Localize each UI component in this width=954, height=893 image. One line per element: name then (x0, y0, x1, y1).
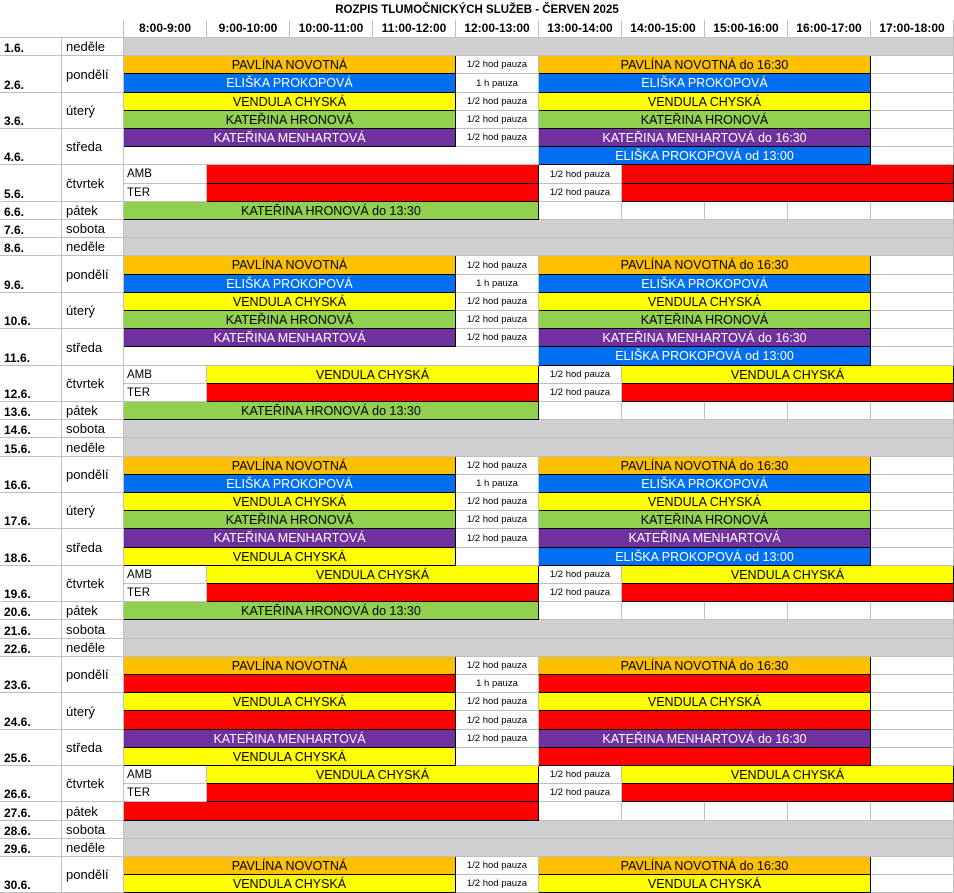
shift-bar: KATEŘINA MENHARTOVÁ do 16:30 (539, 730, 871, 748)
pause-cell: 1/2 hod pauza (539, 766, 622, 784)
shift-bar: ELIŠKA PROKOPOVÁ (539, 475, 871, 493)
day-name-cell: pátek (62, 802, 124, 821)
pause-cell: 1/2 hod pauza (456, 511, 539, 529)
shift-bar: KATEŘINA MENHARTOVÁ (124, 129, 456, 147)
sub-label-cell: AMB (124, 165, 207, 184)
empty-cell (871, 857, 954, 875)
day-name-cell: úterý (62, 93, 124, 129)
pause-cell: 1/2 hod pauza (456, 657, 539, 675)
shift-bar: VENDULA CHYSKÁ (539, 875, 871, 893)
date-cell: 8.6. (0, 238, 62, 256)
day-name-cell: středa (62, 529, 124, 566)
day-name-cell: neděle (62, 238, 124, 256)
blocked-bar (124, 675, 456, 693)
shift-bar: ELIŠKA PROKOPOVÁ od 13:00 (539, 347, 871, 366)
day-name-cell: pondělí (62, 256, 124, 293)
pause-cell: 1/2 hod pauza (456, 329, 539, 347)
empty-cell (871, 748, 954, 766)
date-cell: 27.6. (0, 802, 62, 821)
day-name-cell: sobota (62, 420, 124, 438)
hour-header: 13:00-14:00 (539, 20, 622, 38)
page-title: ROZPIS TLUMOČNICKÝCH SLUŽEB - ČERVEN 2025 (335, 4, 619, 16)
day-name-cell: pondělí (62, 657, 124, 693)
empty-cell (871, 675, 954, 693)
empty-cell (871, 111, 954, 129)
date-cell: 6.6. (0, 202, 62, 220)
empty-cell (622, 602, 705, 620)
day-name-cell: čtvrtek (62, 366, 124, 402)
empty-cell (871, 129, 954, 147)
date-cell: 16.6. (0, 457, 62, 493)
date-cell: 1.6. (0, 38, 62, 56)
empty-cell (871, 256, 954, 275)
blocked-bar (622, 165, 954, 184)
date-cell: 2.6. (0, 56, 62, 93)
empty-cell (871, 311, 954, 329)
pause-cell: 1 h pauza (456, 475, 539, 493)
shift-bar: VENDULA CHYSKÁ (539, 93, 871, 111)
weekend-band (124, 420, 954, 438)
weekend-band (124, 220, 954, 238)
date-cell: 30.6. (0, 857, 62, 893)
blocked-bar (539, 711, 871, 730)
day-name-cell: středa (62, 329, 124, 366)
blocked-bar (622, 384, 954, 402)
day-name-cell: neděle (62, 438, 124, 457)
empty-cell (788, 802, 871, 821)
pause-cell: 1/2 hod pauza (456, 875, 539, 893)
empty-cell (871, 74, 954, 93)
pause-cell: 1/2 hod pauza (456, 693, 539, 711)
empty-cell (871, 529, 954, 548)
blocked-bar (207, 165, 539, 184)
empty-cell (871, 693, 954, 711)
shift-bar: VENDULA CHYSKÁ (124, 748, 456, 766)
empty-cell (539, 602, 622, 620)
weekend-band (124, 839, 954, 857)
empty-cell (871, 875, 954, 893)
empty-cell (871, 402, 954, 420)
hour-header: 16:00-17:00 (788, 20, 871, 38)
shift-bar: ELIŠKA PROKOPOVÁ (539, 275, 871, 293)
empty-cell (539, 202, 622, 220)
weekend-band (124, 821, 954, 839)
day-name-cell: neděle (62, 839, 124, 857)
empty-cell (871, 802, 954, 821)
empty-cell (705, 202, 788, 220)
day-name-cell: pátek (62, 402, 124, 420)
date-cell: 29.6. (0, 839, 62, 857)
date-cell: 7.6. (0, 220, 62, 238)
shift-bar: ELIŠKA PROKOPOVÁ (539, 74, 871, 93)
empty-cell (622, 402, 705, 420)
pause-cell: 1/2 hod pauza (539, 566, 622, 584)
sub-label-cell: AMB (124, 766, 207, 784)
day-name-cell: čtvrtek (62, 766, 124, 802)
blocked-bar (539, 748, 871, 766)
empty-cell (871, 202, 954, 220)
shift-bar: ELIŠKA PROKOPOVÁ (124, 275, 456, 293)
date-cell: 18.6. (0, 529, 62, 566)
empty-cell (622, 802, 705, 821)
shift-bar: KATEŘINA MENHARTOVÁ (539, 529, 871, 548)
empty-cell (705, 602, 788, 620)
pause-cell: 1/2 hod pauza (456, 730, 539, 748)
header-corner (0, 20, 124, 38)
date-cell: 4.6. (0, 129, 62, 165)
shift-bar: VENDULA CHYSKÁ (124, 93, 456, 111)
day-name-cell: pátek (62, 202, 124, 220)
day-name-cell: středa (62, 730, 124, 766)
shift-bar: ELIŠKA PROKOPOVÁ od 13:00 (539, 147, 871, 165)
date-cell: 20.6. (0, 602, 62, 620)
day-name-cell: úterý (62, 493, 124, 529)
shift-bar: VENDULA CHYSKÁ (207, 566, 539, 584)
shift-bar: VENDULA CHYSKÁ (622, 366, 954, 384)
empty-cell (871, 457, 954, 475)
weekend-band (124, 639, 954, 657)
shift-bar: VENDULA CHYSKÁ (124, 548, 456, 566)
blocked-bar (124, 347, 539, 366)
date-cell: 9.6. (0, 256, 62, 293)
empty-cell (871, 347, 954, 366)
date-cell: 23.6. (0, 657, 62, 693)
weekend-band (124, 438, 954, 457)
blocked-bar (207, 184, 539, 202)
empty-cell (539, 402, 622, 420)
day-name-cell: úterý (62, 693, 124, 730)
shift-bar: PAVLÍNA NOVOTNÁ do 16:30 (539, 56, 871, 74)
shift-bar: VENDULA CHYSKÁ (124, 693, 456, 711)
hour-header: 17:00-18:00 (871, 20, 954, 38)
empty-cell (788, 402, 871, 420)
pause-cell: 1 h pauza (456, 275, 539, 293)
empty-cell (871, 93, 954, 111)
empty-cell (871, 329, 954, 347)
weekend-band (124, 620, 954, 639)
empty-cell (788, 202, 871, 220)
pause-cell: 1/2 hod pauza (456, 111, 539, 129)
shift-bar: VENDULA CHYSKÁ (539, 293, 871, 311)
date-cell: 28.6. (0, 821, 62, 839)
empty-cell (871, 275, 954, 293)
pause-cell: 1/2 hod pauza (456, 857, 539, 875)
shift-bar: VENDULA CHYSKÁ (207, 366, 539, 384)
shift-bar: ELIŠKA PROKOPOVÁ (124, 475, 456, 493)
shift-bar: PAVLÍNA NOVOTNÁ (124, 256, 456, 275)
pause-cell: 1/2 hod pauza (456, 56, 539, 74)
empty-cell (871, 56, 954, 74)
empty-cell (871, 475, 954, 493)
shift-bar: VENDULA CHYSKÁ (539, 693, 871, 711)
blocked-bar (207, 584, 539, 602)
shift-bar: KATEŘINA HRONOVÁ do 13:30 (124, 202, 539, 220)
date-cell: 12.6. (0, 366, 62, 402)
pause-cell: 1/2 hod pauza (539, 165, 622, 184)
blocked-bar (124, 802, 539, 821)
date-cell: 26.6. (0, 766, 62, 802)
pause-cell: 1/2 hod pauza (456, 493, 539, 511)
date-cell: 10.6. (0, 293, 62, 329)
pause-cell: 1/2 hod pauza (539, 784, 622, 802)
day-name-cell: pátek (62, 602, 124, 620)
empty-cell (622, 202, 705, 220)
empty-cell (871, 657, 954, 675)
pause-cell: 1/2 hod pauza (539, 384, 622, 402)
shift-bar: VENDULA CHYSKÁ (124, 875, 456, 893)
shift-bar: PAVLÍNA NOVOTNÁ do 16:30 (539, 657, 871, 675)
sub-label-cell: AMB (124, 366, 207, 384)
date-cell: 21.6. (0, 620, 62, 639)
date-cell: 19.6. (0, 566, 62, 602)
hour-header: 10:00-11:00 (290, 20, 373, 38)
blocked-bar (124, 147, 539, 165)
empty-cell (871, 511, 954, 529)
sub-label-cell: TER (124, 784, 207, 802)
hour-header: 11:00-12:00 (373, 20, 456, 38)
pause-cell: 1/2 hod pauza (539, 584, 622, 602)
date-cell: 15.6. (0, 438, 62, 457)
hour-header: 12:00-13:00 (456, 20, 539, 38)
pause-cell: 1/2 hod pauza (539, 184, 622, 202)
shift-bar: KATEŘINA HRONOVÁ (124, 111, 456, 129)
shift-bar: KATEŘINA HRONOVÁ (124, 511, 456, 529)
shift-bar: VENDULA CHYSKÁ (622, 766, 954, 784)
day-name-cell: pondělí (62, 857, 124, 893)
pause-cell: 1/2 hod pauza (456, 711, 539, 730)
shift-bar: VENDULA CHYSKÁ (124, 493, 456, 511)
shift-bar: PAVLÍNA NOVOTNÁ do 16:30 (539, 256, 871, 275)
hour-header: 9:00-10:00 (207, 20, 290, 38)
date-cell: 22.6. (0, 639, 62, 657)
shift-bar: KATEŘINA HRONOVÁ (539, 111, 871, 129)
hour-header: 8:00-9:00 (124, 20, 207, 38)
shift-bar: ELIŠKA PROKOPOVÁ (124, 74, 456, 93)
shift-bar: KATEŘINA HRONOVÁ do 13:30 (124, 602, 539, 620)
sub-label-cell: TER (124, 584, 207, 602)
day-name-cell: úterý (62, 293, 124, 329)
weekend-band (124, 238, 954, 256)
empty-cell (871, 602, 954, 620)
shift-bar: KATEŘINA MENHARTOVÁ do 16:30 (539, 129, 871, 147)
shift-bar: PAVLÍNA NOVOTNÁ (124, 657, 456, 675)
shift-bar: PAVLÍNA NOVOTNÁ do 16:30 (539, 857, 871, 875)
blocked-bar (539, 675, 871, 693)
pause-cell: 1/2 hod pauza (456, 293, 539, 311)
pause-cell: 1/2 hod pauza (539, 366, 622, 384)
shift-bar: ELIŠKA PROKOPOVÁ od 13:00 (539, 548, 871, 566)
date-cell: 17.6. (0, 493, 62, 529)
pause-cell: 1/2 hod pauza (456, 529, 539, 548)
shift-bar: PAVLÍNA NOVOTNÁ (124, 56, 456, 74)
empty-cell (539, 802, 622, 821)
day-name-cell: neděle (62, 38, 124, 56)
day-name-cell: středa (62, 129, 124, 165)
date-cell: 25.6. (0, 730, 62, 766)
day-name-cell: sobota (62, 220, 124, 238)
shift-bar: KATEŘINA HRONOVÁ do 13:30 (124, 402, 539, 420)
blocked-bar (622, 584, 954, 602)
pause-cell: 1/2 hod pauza (456, 93, 539, 111)
day-name-cell: pondělí (62, 56, 124, 93)
shift-bar: PAVLÍNA NOVOTNÁ (124, 457, 456, 475)
pause-cell: 1 h pauza (456, 74, 539, 93)
empty-cell (871, 711, 954, 730)
day-name-cell: čtvrtek (62, 165, 124, 202)
shift-bar: KATEŘINA HRONOVÁ (124, 311, 456, 329)
shift-bar: KATEŘINA MENHARTOVÁ (124, 329, 456, 347)
shift-bar: VENDULA CHYSKÁ (622, 566, 954, 584)
shift-bar: KATEŘINA MENHARTOVÁ (124, 730, 456, 748)
shift-bar: KATEŘINA MENHARTOVÁ do 16:30 (539, 329, 871, 347)
day-name-cell: neděle (62, 639, 124, 657)
empty-cell (871, 493, 954, 511)
day-name-cell: čtvrtek (62, 566, 124, 602)
sub-label-cell: AMB (124, 566, 207, 584)
empty-cell (871, 548, 954, 566)
blocked-bar (207, 384, 539, 402)
empty-cell (788, 602, 871, 620)
empty-cell (705, 402, 788, 420)
shift-bar: VENDULA CHYSKÁ (207, 766, 539, 784)
shift-bar: VENDULA CHYSKÁ (539, 493, 871, 511)
pause-cell: 1/2 hod pauza (456, 256, 539, 275)
pause-cell: 1/2 hod pauza (456, 457, 539, 475)
day-name-cell: sobota (62, 821, 124, 839)
date-cell: 3.6. (0, 93, 62, 129)
blocked-bar (456, 548, 539, 566)
blocked-bar (622, 184, 954, 202)
blocked-bar (207, 784, 539, 802)
sub-label-cell: TER (124, 184, 207, 202)
pause-cell: 1/2 hod pauza (456, 311, 539, 329)
shift-bar: KATEŘINA HRONOVÁ (539, 311, 871, 329)
empty-cell (871, 730, 954, 748)
pause-cell: 1 h pauza (456, 675, 539, 693)
hour-header: 14:00-15:00 (622, 20, 705, 38)
blocked-bar (124, 711, 456, 730)
hour-header: 15:00-16:00 (705, 20, 788, 38)
shift-bar: PAVLÍNA NOVOTNÁ (124, 857, 456, 875)
empty-cell (705, 802, 788, 821)
date-cell: 5.6. (0, 165, 62, 202)
empty-cell (871, 147, 954, 165)
day-name-cell: pondělí (62, 457, 124, 493)
shift-bar: KATEŘINA MENHARTOVÁ (124, 529, 456, 548)
date-cell: 24.6. (0, 693, 62, 730)
shift-bar: KATEŘINA HRONOVÁ (539, 511, 871, 529)
date-cell: 13.6. (0, 402, 62, 420)
blocked-bar (622, 784, 954, 802)
date-cell: 11.6. (0, 329, 62, 366)
day-name-cell: sobota (62, 620, 124, 639)
date-cell: 14.6. (0, 420, 62, 438)
pause-cell: 1/2 hod pauza (456, 129, 539, 147)
weekend-band (124, 38, 954, 56)
shift-bar: PAVLÍNA NOVOTNÁ do 16:30 (539, 457, 871, 475)
sub-label-cell: TER (124, 384, 207, 402)
shift-bar: VENDULA CHYSKÁ (124, 293, 456, 311)
blocked-bar (456, 748, 539, 766)
empty-cell (871, 293, 954, 311)
